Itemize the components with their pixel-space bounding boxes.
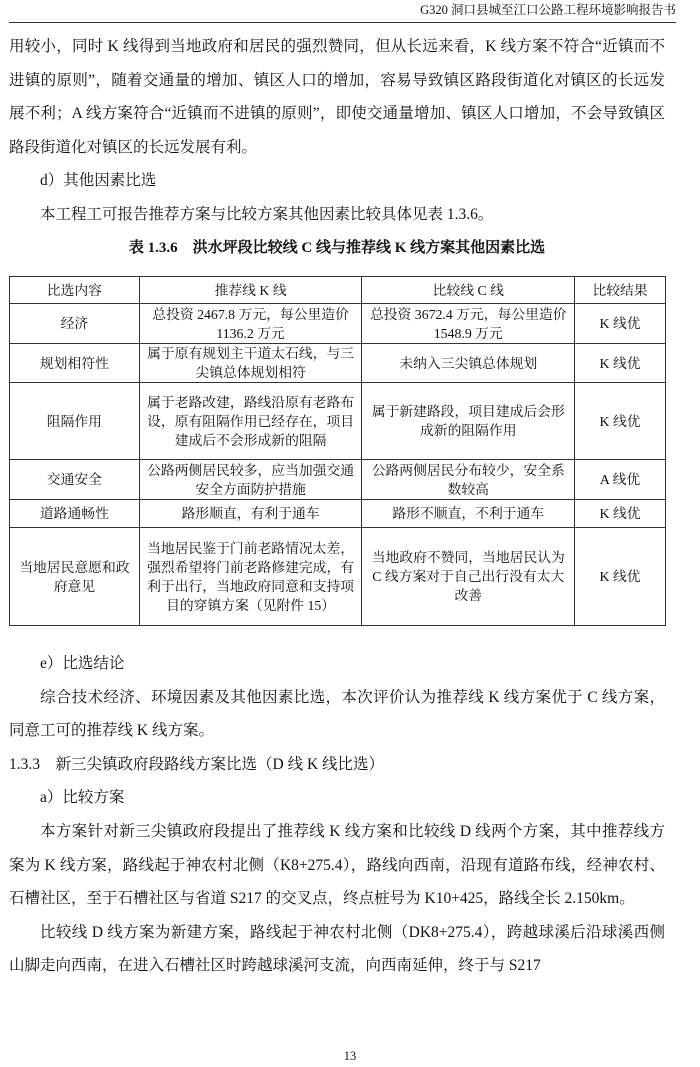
bottom-section bbox=[9, 647, 665, 983]
paragraph: 本方案针对新三尖镇政府段提出了推荐线 K 线方案和比较线 D 线两个方案，其中推荐线方案为 K 线方案，路线起于神农村北侧（K8+275.4），路线向西南，沿现有道路布线，经神农村、石槽社区，至于石槽社区与省道 S217 的交叉点，终点桩号为 K10+425，路线全长 2.150km。 bbox=[9, 822, 665, 908]
table-cell: 道路通畅性 bbox=[10, 500, 140, 528]
table-cell: 规划相符性 bbox=[10, 344, 140, 383]
column-header: 比较结果 bbox=[575, 277, 666, 304]
table-cell: 属于老路改建，路线沿原有老路布设，原有阻隔作用已经存在，项目建成后不会形成新的阻隔 bbox=[139, 383, 362, 460]
table-cell: 交通安全 bbox=[10, 460, 140, 500]
table-cell: 总投资 2467.8 万元，每公里造价 1136.2 万元 bbox=[139, 304, 362, 344]
column-header: 推荐线 K 线 bbox=[139, 277, 362, 304]
table-cell: 当地政府不赞同，当地居民认为 C 线方案对于自己出行没有太大改善 bbox=[362, 528, 575, 626]
subheading-d: d）其他因素比选 bbox=[40, 172, 157, 190]
table-cell: 总投资 3672.4 万元，每公里造价 1548.9 万元 bbox=[362, 304, 575, 344]
paragraph: 比较线 D 线方案为新建方案，路线起于神农村北侧（DK8+275.4），跨越球溪后沿球溪西侧山脚走向西南，在进入石槽社区时跨越球溪河支流，向西南延伸，终于与 S217 bbox=[9, 923, 665, 975]
column-header: 比较线 C 线 bbox=[362, 277, 575, 304]
paragraph: 用较小，同时 K 线得到当地政府和居民的强烈赞同，但从长远来看，K 线方案不符合“近镇而不进镇的原则”，随着交通量的增加、镇区人口的增加，容易导致镇区路段街道化对镇区的长远发展不利；A 线方案符合“近镇而不进镇的原则”，即使交通量增加、镇区人口增加，不会导致镇区路段街道化对镇区的长远发展有利。 bbox=[9, 38, 665, 156]
comparison-table bbox=[9, 276, 666, 626]
table-row bbox=[10, 344, 666, 383]
table-row bbox=[10, 500, 666, 528]
table-row bbox=[10, 304, 666, 344]
table-cell: 属于新建路段，项目建成后会形成新的阻隔作用 bbox=[362, 383, 575, 460]
table-cell: 路形不顺直，不利于通车 bbox=[362, 500, 575, 528]
table-caption: 表 1.3.6 洪水坪段比较线 C 线与推荐线 K 线方案其他因素比选 bbox=[128, 239, 546, 256]
table-row bbox=[10, 383, 666, 460]
top-section bbox=[9, 30, 665, 265]
subheading-e: e）比选结论 bbox=[40, 655, 125, 672]
page-header: G320 洞口县城至江口公路工程环境影响报告书 bbox=[9, 0, 676, 23]
paragraph: 综合技术经济、环境因素及其他因素比选，本次评价认为推荐线 K 线方案优于 C 线方案，同意工可的推荐线 K 线方案。 bbox=[9, 688, 665, 740]
table-cell: 公路两侧居民较多，应当加强交通安全方面防护措施 bbox=[139, 460, 362, 500]
table-cell: K 线优 bbox=[575, 528, 666, 626]
table-cell: K 线优 bbox=[575, 304, 666, 344]
table-row bbox=[10, 528, 666, 626]
page-number: 13 bbox=[343, 1049, 357, 1063]
table-cell: 当地居民鉴于门前老路情况太差，强烈希望将门前老路修建完成，有利于出行，当地政府同意和支持项目的穿镇方案（见附件 15） bbox=[139, 528, 362, 626]
subheading-a: a）比较方案 bbox=[40, 789, 125, 807]
table-cell: 经济 bbox=[10, 304, 140, 344]
paragraph: 本工程工可报告推荐方案与比较方案其他因素比较具体见表 1.3.6。 bbox=[40, 205, 494, 223]
table-cell: K 线优 bbox=[575, 383, 666, 460]
table-cell: K 线优 bbox=[575, 500, 666, 528]
table-cell: 路形顺直，有利于通车 bbox=[139, 500, 362, 528]
table-cell: 属于原有规划主干道太石线，与三尖镇总体规划相符 bbox=[139, 344, 362, 383]
section-heading: 1.3.3 新三尖镇政府段路线方案比选（D 线 K 线比选） bbox=[9, 755, 385, 773]
table-cell: 未纳入三尖镇总体规划 bbox=[362, 344, 575, 383]
table-cell: 阻隔作用 bbox=[10, 383, 140, 460]
table-cell: 当地居民意愿和政府意见 bbox=[10, 528, 140, 626]
column-header: 比选内容 bbox=[10, 277, 140, 304]
table-cell: K 线优 bbox=[575, 344, 666, 383]
table-cell: A 线优 bbox=[575, 460, 666, 500]
table-cell: 公路两侧居民分布较少，安全系数较高 bbox=[362, 460, 575, 500]
table-row bbox=[10, 460, 666, 500]
